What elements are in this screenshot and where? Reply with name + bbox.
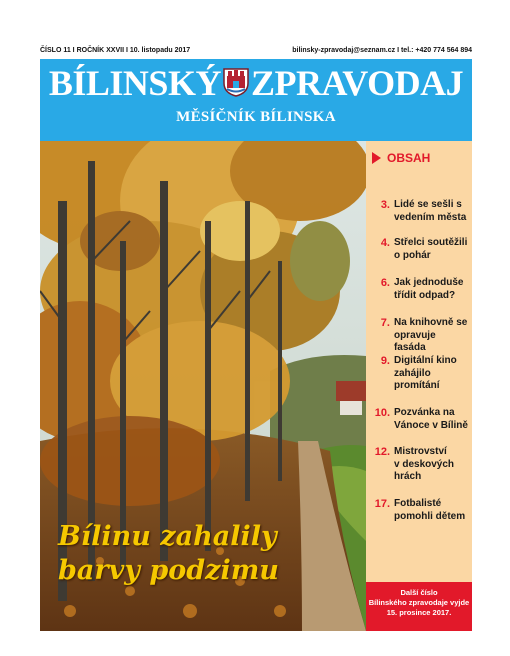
- toc-page-number: 9.: [380, 355, 390, 367]
- toc-item[interactable]: [370, 199, 470, 224]
- play-triangle-icon: [372, 152, 381, 164]
- next-issue-line-1: Další číslo: [400, 588, 438, 597]
- toc-item[interactable]: [370, 317, 470, 355]
- headline-line-1: Bílinu zahalily: [58, 521, 277, 552]
- toc-item[interactable]: [370, 237, 470, 262]
- next-issue-line-3: 15. prosince 2017.: [386, 608, 452, 617]
- toc-item[interactable]: [370, 355, 470, 393]
- toc-item[interactable]: [370, 446, 470, 484]
- toc-item-title: Pozvánka na Vánoce v Bílině: [394, 407, 468, 431]
- magazine-subtitle: MĚSÍČNÍK BÍLINSKA: [176, 109, 336, 125]
- next-issue-notice: [366, 582, 472, 631]
- toc-item[interactable]: [370, 498, 470, 523]
- toc-page-number: 7.: [380, 317, 390, 329]
- toc-page-number: 3.: [380, 199, 390, 211]
- toc-page-number: 4.: [380, 237, 390, 249]
- toc-item[interactable]: [370, 277, 470, 302]
- cover-headline: [58, 520, 279, 588]
- masthead: [40, 59, 472, 141]
- toc-heading: [372, 151, 430, 165]
- headline-line-2: barvy podzimu: [58, 555, 279, 586]
- contact-info[interactable]: bilinsky-zpravodaj@seznam.cz I tel.: +420 774 564 894: [292, 47, 472, 54]
- toc-item-title: Fotbalisté pomohli dětem: [394, 498, 466, 522]
- toc-item-title: Střelci soutěžili o pohár: [394, 237, 468, 261]
- toc-heading-label: OBSAH: [387, 151, 431, 165]
- toc-item-title: Na knihovně se opravuje fasáda: [393, 317, 468, 353]
- title-right: ZPRAVODAJ: [250, 63, 464, 103]
- issue-number: ČÍSLO 11 I ROČNÍK XXVII I 10. listopadu 2017: [40, 47, 191, 54]
- magazine-title: [40, 63, 472, 103]
- toc-page-number: 17.: [374, 498, 390, 510]
- toc-item-title: Digitální kino zahájilo promítání: [394, 355, 457, 391]
- toc-item[interactable]: [370, 407, 470, 432]
- town-crest-icon: [222, 65, 250, 95]
- toc-page-number: 6.: [380, 277, 390, 289]
- toc-page-number: 10.: [374, 407, 390, 419]
- title-left: BÍLINSKÝ: [48, 63, 221, 103]
- toc-item-title: Lidé se sešli s vedením města: [394, 199, 467, 223]
- toc-item-title: Mistrovství v deskových hrách: [394, 446, 455, 482]
- issue-info-bar: [40, 47, 472, 57]
- table-of-contents: [366, 141, 472, 582]
- toc-page-number: 12.: [374, 446, 390, 458]
- toc-item-title: Jak jednoduše třídit odpad?: [394, 277, 464, 301]
- next-issue-line-2: Bílinského zpravodaje vyjde: [368, 598, 470, 607]
